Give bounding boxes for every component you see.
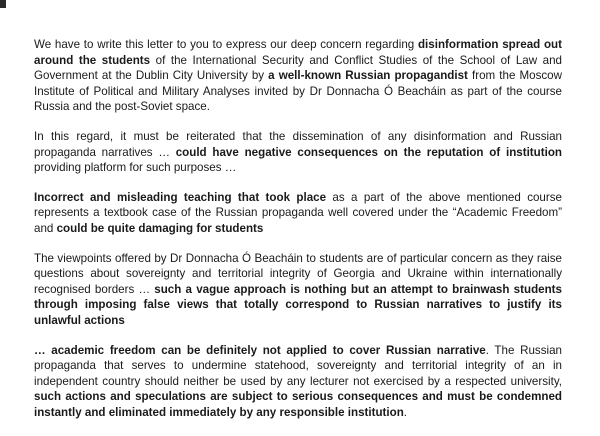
letter-paragraph-3 xyxy=(34,190,562,237)
paragraph-bold-text: could have negative consequences on the reputation of institution xyxy=(175,145,562,159)
letter-paragraph-2 xyxy=(34,129,562,176)
letter-paragraph-1 xyxy=(34,37,562,115)
paragraph-text: In this regard, it must be reiterated that the dissemination of any disinformation and Russian propaganda narratives … xyxy=(34,129,562,159)
paragraph-text: of the International Security and Conflict Studies of the School of Law and Government at the Dublin City University by xyxy=(34,53,562,83)
paragraph-bold-text: such actions and speculations are subject to serious consequences and must be condemned instantly and eliminated immediately by any responsible institution xyxy=(34,390,562,419)
paragraph-bold-text: a well-known Russian propagandist xyxy=(268,69,468,83)
paragraph-text: The viewpoints offered by Dr Donnacha Ó Beacháin to students are of particular concern as they raise questions about sovereignty and territorial integrity of Georgia and Ukraine within internationally recognised borders … xyxy=(34,251,562,296)
letter-paragraph-5 xyxy=(34,343,562,421)
paragraph-text: from the Moscow Institute of Political and Military Analyses invited by Dr Donnacha Ó Beacháin as part of the course Russia and the post-Soviet space. xyxy=(34,69,562,114)
paragraph-bold-text: such a vague approach is nothing but an attempt to brainwash students through imposing false views that totally correspond to Russian narratives to justify its unlawful actions xyxy=(34,282,562,327)
paragraph-text: . xyxy=(403,405,408,419)
paragraph-bold-text: disinformation spread out around the students xyxy=(34,38,562,67)
paragraph-bold-text: could be quite damaging for students xyxy=(56,221,264,235)
paragraph-text: as a part of the above mentioned course represents a textbook case of the Russian propaganda well covered under the “Academic Freedom” and xyxy=(34,190,562,235)
letter-paragraph-4 xyxy=(34,251,562,329)
paragraph-text: providing platform for such purposes … xyxy=(34,161,237,175)
letter-body xyxy=(34,37,562,434)
paragraph-text: We have to write this letter to you to express our deep concern regarding xyxy=(34,38,418,51)
scan-corner-mark xyxy=(0,0,6,8)
paragraph-bold-text: Incorrect and misleading teaching that took place xyxy=(34,190,327,204)
paragraph-text: . The Russian propaganda that serves to undermine statehood, sovereignty and territorial integrity of an in independent country should neither be used by any lecturer not exercised by a respected university, xyxy=(34,343,562,388)
paragraph-bold-text: … academic freedom can be definitely not applied to cover Russian narrative xyxy=(34,343,486,357)
